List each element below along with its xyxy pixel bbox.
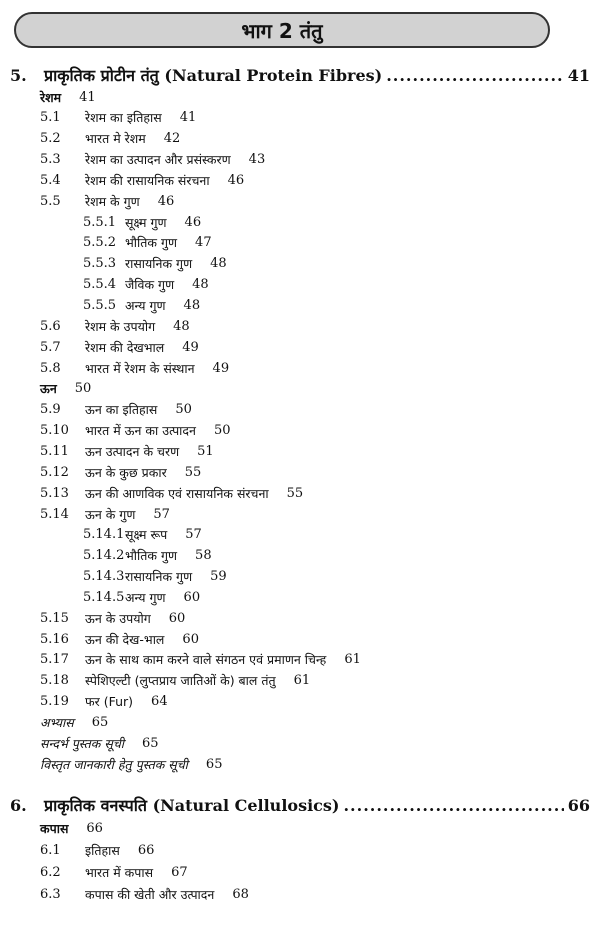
entry-number: 6.3 — [40, 886, 61, 902]
entry-title: भौतिक गुण — [125, 548, 178, 564]
entry-page: 50 — [213, 423, 231, 439]
toc-entry — [40, 337, 199, 357]
entry-page: 49 — [212, 360, 230, 376]
part-title: भाग 2 तंतु — [241, 18, 323, 43]
entry-number: 5.17 — [40, 652, 69, 668]
entry-number: 5.9 — [40, 402, 61, 418]
toc-entry — [40, 840, 154, 860]
entry-number: 5.14.3 — [83, 569, 125, 585]
toc-entry — [40, 671, 310, 691]
chapter-title: प्राकृतिक प्रोटीन तंतु (Natural Protein Fibres) — [44, 66, 383, 85]
entry-page: 60 — [168, 610, 186, 626]
entry-page: 46 — [227, 172, 245, 188]
toc-subsection-entry — [83, 546, 212, 566]
entry-page: 58 — [195, 548, 212, 564]
entry-title: ऊन की आणविक एवं रासायनिक संरचना — [85, 485, 269, 501]
chapter-page: 41 — [567, 65, 590, 85]
toc-entry — [40, 462, 201, 482]
entry-title: भारत में कपास — [85, 864, 154, 880]
toc-entry — [40, 170, 244, 190]
toc-subsection-entry — [83, 567, 227, 587]
entry-page: 41 — [79, 89, 96, 105]
entry-title: सूक्ष्म रूप — [125, 527, 168, 543]
entry-title: विस्तृत जानकारी हेतु पुस्तक सूची — [40, 756, 188, 772]
entry-title: सूक्ष्म गुण — [125, 214, 167, 230]
toc-subsection-entry — [83, 525, 202, 545]
entry-title: रेशम के उपयोग — [85, 318, 156, 334]
entry-title: स्पेशिएल्टी (लुप्तप्राय जातिओं के) बाल तंतु — [85, 673, 276, 689]
toc-entry — [40, 884, 249, 904]
chapter-title: प्राकृतिक वनस्पति (Natural Cellulosics) — [44, 796, 340, 815]
entry-number: 5.10 — [40, 423, 69, 439]
entry-number: 5.14.2 — [83, 548, 125, 564]
entry-title: रेशम का उत्पादन और प्रसंस्करण — [85, 152, 231, 168]
toc-entry — [40, 692, 168, 712]
entry-page: 51 — [197, 443, 214, 459]
toc-subsection-entry — [83, 587, 200, 607]
entry-title: रेशम की रासायनिक संरचना — [85, 172, 210, 188]
entry-page: 59 — [210, 569, 227, 585]
entry-title: रासायनिक गुण — [125, 569, 193, 585]
entry-number: 5.5.1 — [83, 214, 117, 230]
toc-entry — [40, 504, 170, 524]
entry-title: फर (Fur) — [85, 694, 134, 710]
entry-title: रेशम की देखभाल — [85, 339, 165, 355]
entry-title: अन्य गुण — [125, 589, 166, 605]
entry-page: 42 — [163, 131, 181, 147]
toc-entry — [40, 483, 303, 503]
entry-title: कपास की खेती और उत्पादन — [85, 886, 215, 902]
toc-entry — [40, 129, 180, 149]
entry-title: अभ्यास — [40, 715, 74, 730]
entry-title: ऊन का इतिहास — [85, 402, 158, 418]
toc-subsection-entry — [83, 233, 212, 253]
entry-page: 55 — [286, 485, 304, 501]
entry-page: 55 — [184, 464, 202, 480]
entry-page: 65 — [91, 715, 109, 730]
entry-number: 5.15 — [40, 610, 69, 626]
toc-entry — [40, 150, 265, 170]
entry-title: रासायनिक गुण — [125, 256, 193, 272]
entry-page: 49 — [182, 339, 199, 355]
entry-page: 67 — [171, 864, 188, 880]
entry-number: 5.5.2 — [83, 235, 117, 251]
entry-number: 5.4 — [40, 172, 61, 188]
entry-number: 5.5.5 — [83, 298, 117, 313]
entry-page: 50 — [175, 402, 192, 418]
entry-number: 5.12 — [40, 464, 69, 480]
entry-number: 5.11 — [40, 443, 69, 459]
entry-page: 57 — [185, 527, 202, 543]
entry-number: 5.18 — [40, 673, 69, 689]
toc-subsection-entry — [83, 212, 201, 232]
entry-page: 46 — [184, 214, 202, 230]
entry-page: 64 — [151, 694, 168, 710]
entry-number: 5.5.4 — [83, 277, 117, 293]
toc-backmatter-entry — [40, 733, 159, 753]
toc-entry — [40, 316, 190, 336]
entry-number: 5.16 — [40, 631, 69, 647]
chapter-heading — [10, 62, 590, 88]
chapter-number: 5. — [10, 65, 27, 85]
entry-title: भौतिक गुण — [125, 235, 178, 251]
toc-subsection-entry — [83, 254, 227, 274]
entry-title: ऊन के गुण — [85, 506, 136, 522]
entry-title: ऊन उत्पादन के चरण — [85, 443, 180, 459]
entry-page: 48 — [173, 318, 190, 334]
entry-title: जैविक गुण — [125, 277, 175, 293]
toc-entry — [40, 358, 229, 378]
entry-page: 48 — [183, 298, 201, 313]
entry-number: 5.6 — [40, 318, 61, 334]
entry-title: रेशम के गुण — [85, 193, 140, 209]
entry-number: 5.5.3 — [83, 256, 117, 272]
entry-page: 61 — [293, 673, 311, 689]
entry-number: 5.1 — [40, 110, 61, 126]
entry-number: 5.3 — [40, 152, 61, 168]
toc-entry — [40, 191, 174, 211]
entry-page: 68 — [232, 886, 249, 902]
entry-number: 5.7 — [40, 339, 61, 355]
toc-entry — [40, 608, 185, 628]
toc-entry — [40, 862, 188, 882]
toc-backmatter-entry — [40, 754, 222, 774]
entry-number: 6.1 — [40, 842, 61, 858]
part-banner — [14, 12, 550, 48]
toc-entry — [40, 441, 214, 461]
toc-subsection-entry — [83, 296, 200, 316]
toc-section-heading — [40, 818, 103, 838]
entry-title: ऊन की देख-भाल — [85, 631, 165, 647]
entry-page: 57 — [153, 506, 170, 522]
toc-section-heading — [40, 379, 91, 399]
entry-title: ऊन के कुछ प्रकार — [85, 464, 167, 480]
chapter-page: 66 — [567, 795, 590, 815]
chapter-number: 6. — [10, 795, 27, 815]
entry-title: रेशम का इतिहास — [85, 110, 162, 126]
entry-title: ऊन के उपयोग — [85, 610, 151, 626]
entry-page: 65 — [142, 735, 159, 751]
entry-number: 6.2 — [40, 864, 61, 880]
entry-title: अन्य गुण — [125, 298, 166, 313]
entry-title: भारत मे रेशम — [85, 131, 146, 147]
entry-number: 5.5 — [40, 193, 61, 209]
entry-number: 5.14.1 — [83, 527, 125, 543]
entry-title: सन्दर्भ पुस्तक सूची — [40, 735, 124, 751]
toc-entry — [40, 421, 231, 441]
entry-title: कपास — [40, 820, 69, 836]
toc-backmatter-entry — [40, 713, 108, 733]
entry-page: 60 — [183, 589, 201, 605]
entry-number: 5.14 — [40, 506, 69, 522]
toc-entry — [40, 400, 192, 420]
toc-subsection-entry — [83, 275, 209, 295]
entry-page: 48 — [192, 277, 209, 293]
entry-title: ऊन के साथ काम करने वाले संगठन एवं प्रमाणन चिन्ह — [85, 652, 327, 668]
chapter-heading — [10, 792, 590, 818]
toc-entry — [40, 629, 199, 649]
entry-number: 5.13 — [40, 485, 69, 501]
entry-page: 46 — [157, 193, 175, 209]
entry-page: 47 — [195, 235, 212, 251]
entry-page: 48 — [210, 256, 227, 272]
entry-number: 5.19 — [40, 694, 69, 710]
entry-page: 65 — [205, 756, 223, 772]
entry-page: 66 — [137, 842, 155, 858]
entry-page: 61 — [344, 652, 361, 668]
toc-entry — [40, 108, 196, 128]
entry-number: 5.14.5 — [83, 589, 125, 605]
toc-section-heading — [40, 87, 96, 107]
entry-title: रेशम — [40, 89, 62, 105]
toc-entry — [40, 650, 361, 670]
entry-title: इतिहास — [85, 842, 120, 858]
entry-page: 66 — [86, 820, 103, 836]
entry-title: ऊन — [40, 381, 57, 397]
entry-page: 50 — [74, 381, 92, 397]
dot-leader — [343, 796, 563, 815]
entry-page: 43 — [248, 152, 266, 168]
entry-number: 5.2 — [40, 131, 61, 147]
entry-title: भारत में ऊन का उत्पादन — [85, 423, 196, 439]
entry-number: 5.8 — [40, 360, 61, 376]
entry-page: 41 — [179, 110, 197, 126]
entry-title: भारत में रेशम के संस्थान — [85, 360, 195, 376]
dot-leader — [386, 66, 564, 85]
entry-page: 60 — [182, 631, 199, 647]
